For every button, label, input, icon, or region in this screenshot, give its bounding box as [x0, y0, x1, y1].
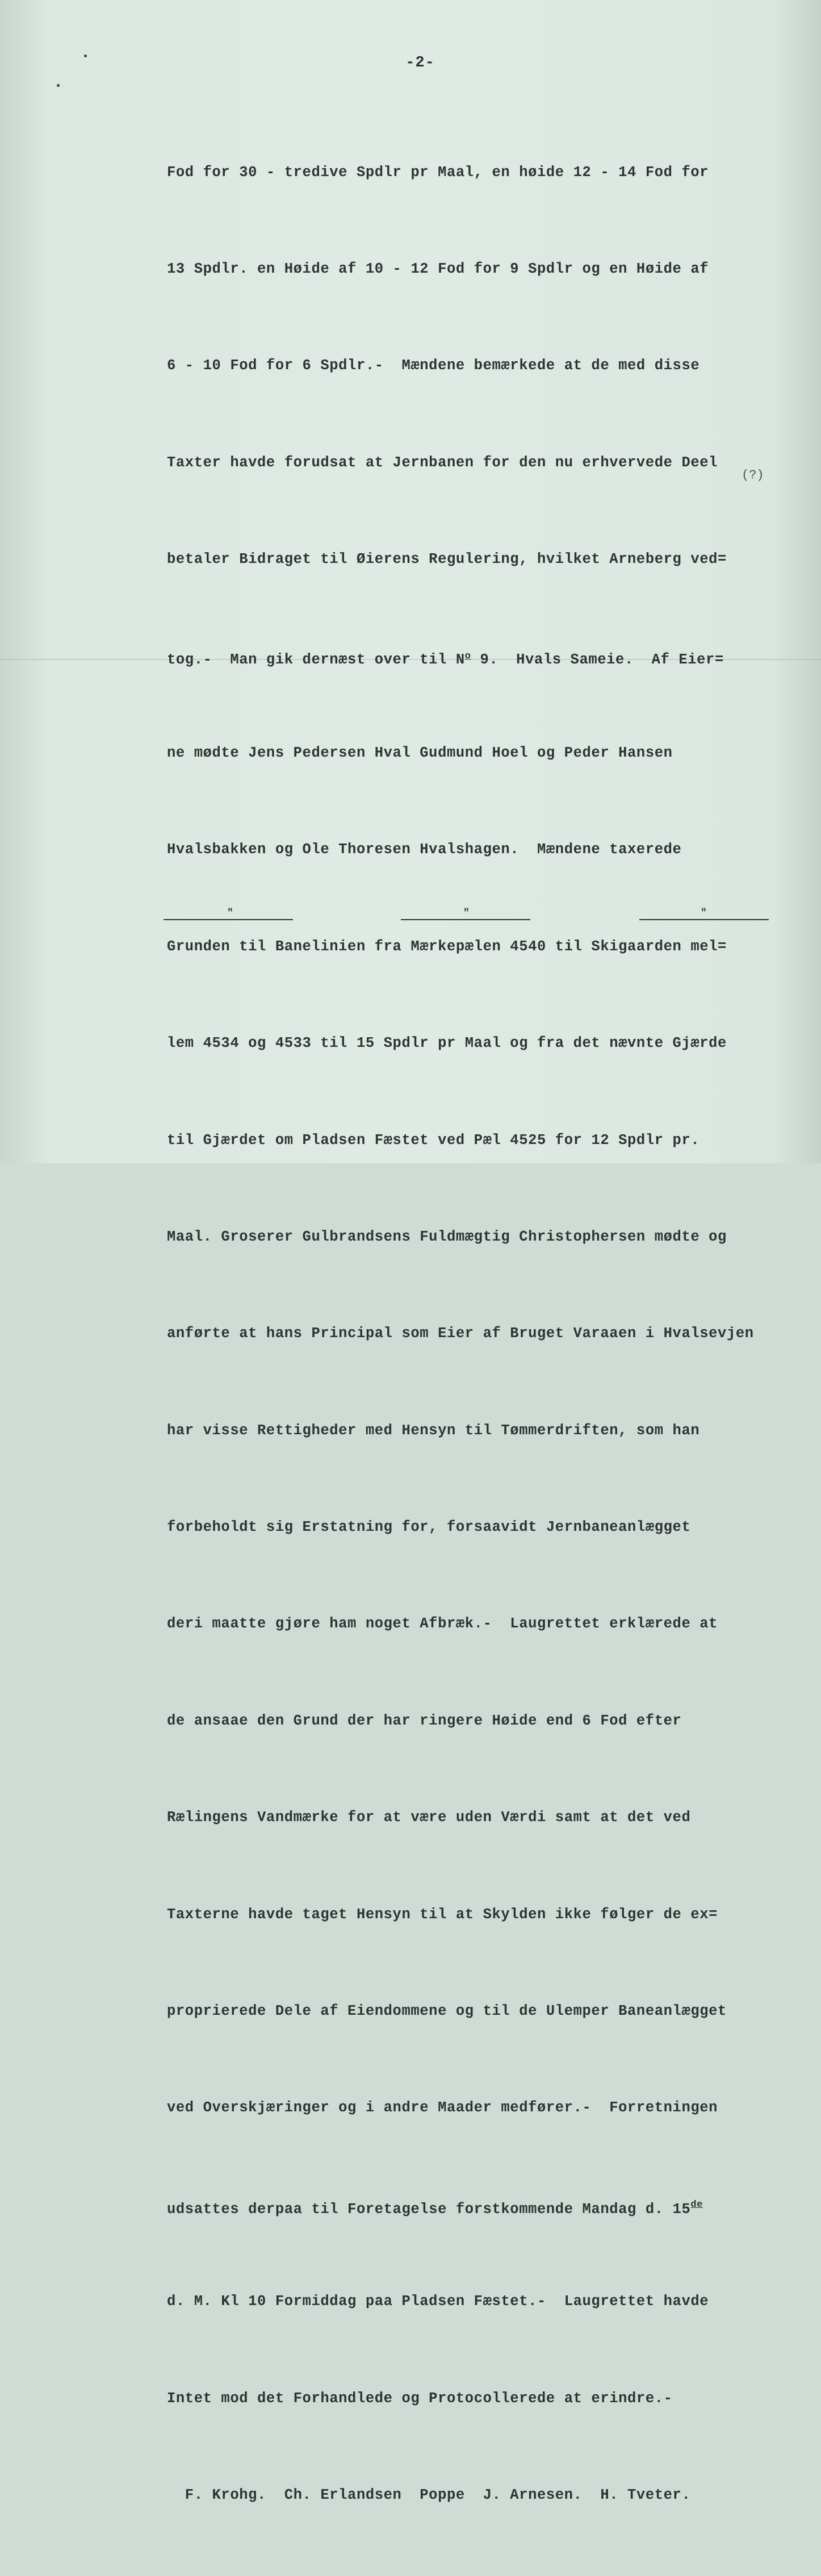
ditto-mark: " — [463, 908, 470, 919]
text-line: anførte at hans Principal som Eier af Bruget Varaaen i Hvalsevjen — [167, 1325, 754, 1342]
text-line: betaler Bidraget til Øierens Regulering, hvilket Arneberg ved= — [167, 551, 727, 568]
text-line: Fod for 30 - tredive Spdlr pr Maal, en høide 12 - 14 Fod for — [167, 164, 709, 181]
typed-text-body — [167, 92, 803, 2576]
text-line: har visse Rettigheder med Hensyn til Tømmerdriften, som han — [167, 1422, 700, 1439]
margin-note: (?) — [742, 468, 764, 482]
text-line: deri maatte gjøre ham noget Afbræk.- Laugrettet erklærede at — [167, 1615, 718, 1633]
text-line: Rælingens Vandmærke for at være uden Værdi samt at det ved — [167, 1809, 691, 1826]
text-line: lem 4534 og 4533 til 15 Spdlr pr Maal og fra det nævnte Gjærde — [167, 1035, 727, 1052]
ditto-mark: " — [701, 908, 707, 919]
text-line — [167, 641, 803, 673]
signature-rule — [164, 919, 293, 920]
text-line: Hvalsbakken og Ole Thoresen Hvalshagen. Mændene taxerede — [167, 841, 682, 858]
text-line: til Gjærdet om Pladsen Fæstet ved Pæl 4525 for 12 Spdlr pr. — [167, 1132, 700, 1149]
signatures-line: F. Krohg. Ch. Erlandsen Poppe J. Arnesen. H. Tveter. — [167, 2486, 691, 2503]
numero-superscript: o — [464, 650, 471, 662]
text-line: Taxter havde forudsat at Jernbanen for den nu erhvervede Deel — [167, 454, 718, 471]
text-line: Maal. Groserer Gulbrandsens Fuldmægtig Christophersen mødte og — [167, 1228, 727, 1245]
date-superscript: de — [690, 2199, 703, 2210]
text-line: 6 - 10 Fod for 6 Spdlr.- Mændene bemærkede at de med disse — [167, 357, 700, 374]
ditto-mark: " — [227, 908, 233, 919]
text-line: Taxterne havde taget Hensyn til at Skylden ikke følger de ex= — [167, 1906, 718, 1923]
text-line: Grunden til Banelinien fra Mærkepælen 4540 til Skigaarden mel= — [167, 938, 727, 955]
text-line: Intet mod det Forhandlede og Protocollerede at erindre.- — [167, 2390, 673, 2407]
signature-rule — [639, 919, 769, 920]
text-segment: tog.- Man gik dernæst over til N — [167, 651, 465, 668]
text-line: ne mødte Jens Pedersen Hval Gudmund Hoel og Peder Hansen — [167, 744, 673, 761]
signature-rule — [401, 919, 530, 920]
text-line: ved Overskjæringer og i andre Maader medfører.- Forretningen — [167, 2099, 718, 2116]
text-line: proprierede Dele af Eiendommene og til de Ulemper Baneanlægget — [167, 2003, 727, 2020]
text-line: d. M. Kl 10 Formiddag paa Pladsen Fæstet.- Laugrettet havde — [167, 2293, 709, 2310]
text-line: forbeholdt sig Erstatning for, forsaavidt Jernbaneanlægget — [167, 1519, 691, 1536]
speck — [57, 84, 60, 87]
text-line: 13 Spdlr. en Høide af 10 - 12 Fod for 9 Spdlr og en Høide af — [167, 260, 709, 277]
text-line: de ansaae den Grund der har ringere Høide end 6 Fod efter — [167, 1712, 682, 1729]
page-number: -2- — [405, 55, 435, 72]
text-segment: udsattes derpaa til Foretagelse forstkommende Mandag d. 15 — [167, 2201, 691, 2218]
text-segment: 9. Hvals Sameie. Af Eier= — [471, 651, 724, 668]
speck — [84, 55, 87, 57]
text-line — [167, 2189, 803, 2222]
